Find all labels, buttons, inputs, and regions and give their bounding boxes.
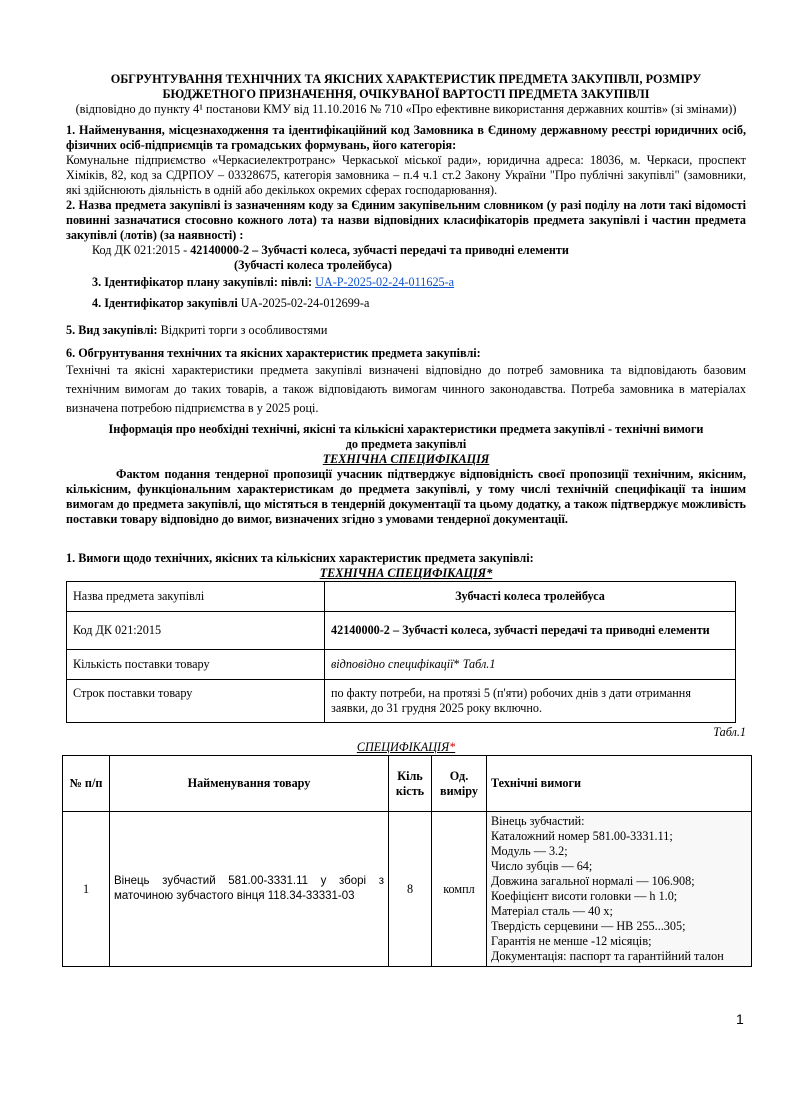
- table-cell: Код ДК 021:2015: [67, 612, 325, 650]
- header-num: № п/п: [63, 756, 110, 812]
- row-num: 1: [63, 812, 110, 967]
- table-cell: по факту потреби, на протязі 5 (п'яти) робочих днів з дати отримання заявки, до 31 грудня 2025 року включно.: [325, 680, 736, 723]
- procurement-type: Відкриті торги з особливостями: [157, 323, 328, 337]
- page-number: 1: [736, 1011, 744, 1027]
- spec2-title-text: СПЕЦИФІКАЦІЯ: [356, 740, 450, 754]
- table-row: [67, 680, 736, 723]
- header-qty: Кіль кість: [389, 756, 432, 812]
- section-4-label: 4. Ідентифікатор закупівлі: [92, 296, 241, 310]
- header-name: Найменування товару: [110, 756, 389, 812]
- table-label: Табл.1: [713, 725, 746, 739]
- req-line: Твердість серцевини — НВ 255...305;: [491, 919, 686, 933]
- requirements-heading: 1. Вимоги щодо технічних, якісних та кількісних характеристик предмета закупівлі:: [66, 551, 534, 565]
- req-line: Число зубців — 64;: [491, 859, 593, 873]
- code-value: 42140000-2 – Зубчасті колеса, зубчасті передачі та приводні елементи: [190, 243, 569, 257]
- code-prefix: Код ДК 021:2015 -: [92, 243, 191, 257]
- req-line: Документація: паспорт та гарантійний талон: [491, 949, 724, 963]
- table-cell: Кількість поставки товару: [67, 650, 325, 680]
- req-line: Гарантія не менше -12 місяців;: [491, 934, 652, 948]
- document-page: [66, 72, 746, 967]
- header-requirements: Технічні вимоги: [487, 756, 752, 812]
- table-cell: Строк поставки товару: [67, 680, 325, 723]
- info-paragraph: Фактом подання тендерної пропозиції учасник підтверджує відповідність своєї пропозиції технічним, якісним, кількісним, функціональним характеристикам до предмета закупівлі, у тому числі технічній специфікації та іншим вимогам до предмета закупівлі, що містяться в тендерній документації та цьому додатку, а також підтверджує можливість поставки товару відповідно до вимог, визначених згідно з умовами тендерної документації.: [66, 467, 746, 526]
- req-line: Коефіцієнт висоти головки — h 1.0;: [491, 889, 678, 903]
- requirements-spec-title: ТЕХНІЧНА СПЕЦИФІКАЦІЯ*: [319, 566, 493, 580]
- info-heading: Інформація про необхідні технічні, якісні та кількісні характеристики предмета закупівлі - технічні вимоги до предмета закупівлі: [108, 422, 704, 451]
- section-3: [66, 275, 746, 290]
- table-cell: [325, 650, 736, 680]
- row-name: Вінець зубчастий 581.00-3331.11 у зборі з маточиною зубчастого вінця 118.34-33331-03: [110, 812, 389, 967]
- qty-star: *: [453, 657, 463, 671]
- req-line: Довжина загальної нормалі — 106.908;: [491, 874, 695, 888]
- section-3-label: 3. Ідентифікатор плану закупівлі: півлі:: [92, 275, 316, 289]
- section-2-subject: (Зубчасті колеса тролейбуса): [234, 258, 392, 272]
- table-row: [67, 650, 736, 680]
- table-cell: Зубчасті колеса тролейбуса: [325, 582, 736, 612]
- table-cell: Назва предмета закупівлі: [67, 582, 325, 612]
- section-5-label: 5. Вид закупівлі:: [66, 323, 158, 337]
- section-6-heading: 6. Обгрунтування технічних та якісних характеристик предмета закупівлі:: [66, 346, 481, 360]
- section-2-code: [66, 243, 746, 258]
- section-4: [66, 296, 746, 311]
- table-row: [67, 612, 736, 650]
- plan-id-link[interactable]: UA-P-2025-02-24-011625-a: [315, 275, 455, 289]
- table-row: [63, 812, 752, 967]
- header-unit: Од. виміру: [432, 756, 487, 812]
- req-line: Вінець зубчастий:: [491, 814, 585, 828]
- document-subtitle: (відповідно до пункту 4¹ постанови КМУ від 11.10.2016 № 710 «Про ефективне використання державних коштів» (зі змінами)): [75, 102, 737, 116]
- info-spec-title: ТЕХНІЧНА СПЕЦИФІКАЦІЯ: [322, 452, 490, 466]
- section-5: [66, 323, 746, 338]
- row-unit: компл: [432, 812, 487, 967]
- spec2-star: *: [449, 740, 456, 754]
- section-2-heading: 2. Назва предмета закупівлі із зазначенням коду за Єдиним закупівельним словником (у разі поділу на лоти такі відомості повинні зазначатися стосовно кожного лота) та назви відповідних класифікаторів предмета закупівлі і частин предмета закупівлі (лотів) (за наявності) :: [66, 198, 746, 242]
- row-requirements: [487, 812, 752, 967]
- section-1-body: Комунальне підприємство «Черкасиелектротранс» Черкаської міської ради», юридична адреса: 18036, м. Черкаси, проспект Хіміків, 82, код за СДРПОУ – 03328675, категорія замовника – п.4 ч.1 ст.2 Закону України "Про публічні закупівлі" (замовники, які здійснюють діяльність в одній або декількох окремих сферах господарювання).: [66, 153, 746, 197]
- row-qty: 8: [389, 812, 432, 967]
- table-header-row: [63, 756, 752, 812]
- req-line: Матеріал сталь — 40 х;: [491, 904, 613, 918]
- section-1-heading: 1. Найменування, місцезнаходження та ідентифікаційний код Замовника в Єдиному державному реєстрі юридичних осіб, фізичних осіб-підприємців та громадських формувань, його категорія:: [66, 123, 746, 152]
- qty-text: відповідно специфікації: [331, 657, 454, 671]
- procurement-id: UA-2025-02-24-012699-a: [240, 296, 370, 310]
- items-table: [62, 755, 752, 967]
- table-cell: 42140000-2 – Зубчасті колеса, зубчасті передачі та приводні елементи: [325, 612, 736, 650]
- req-line: Каталожний номер 581.00-3331.11;: [491, 829, 673, 843]
- qty-table-ref: Табл.1: [462, 657, 496, 671]
- section-6-body: Технічні та якісні характеристики предмета закупівлі визначені відповідно до потреб замовника та відповідають базовим технічним вимогам до таких товарів, а також відповідають вимогам чинного законодавства. Потреба замовника в матеріалах визначена потребою підприємства в у 2025 році.: [66, 363, 746, 415]
- req-line: Модуль — 3.2;: [491, 844, 568, 858]
- spec2-title: [66, 740, 746, 755]
- document-title: ОБГРУНТУВАННЯ ТЕХНІЧНИХ ТА ЯКІСНИХ ХАРАКТЕРИСТИК ПРЕДМЕТА ЗАКУПІВЛІ, РОЗМІРУ БЮДЖЕТНОГО ПРИЗНАЧЕННЯ, ОЧІКУВАНОЇ ВАРТОСТІ ПРЕДМЕТА ЗАКУПІВЛІ: [110, 72, 702, 101]
- table-row: [67, 582, 736, 612]
- spec-table: [66, 581, 736, 723]
